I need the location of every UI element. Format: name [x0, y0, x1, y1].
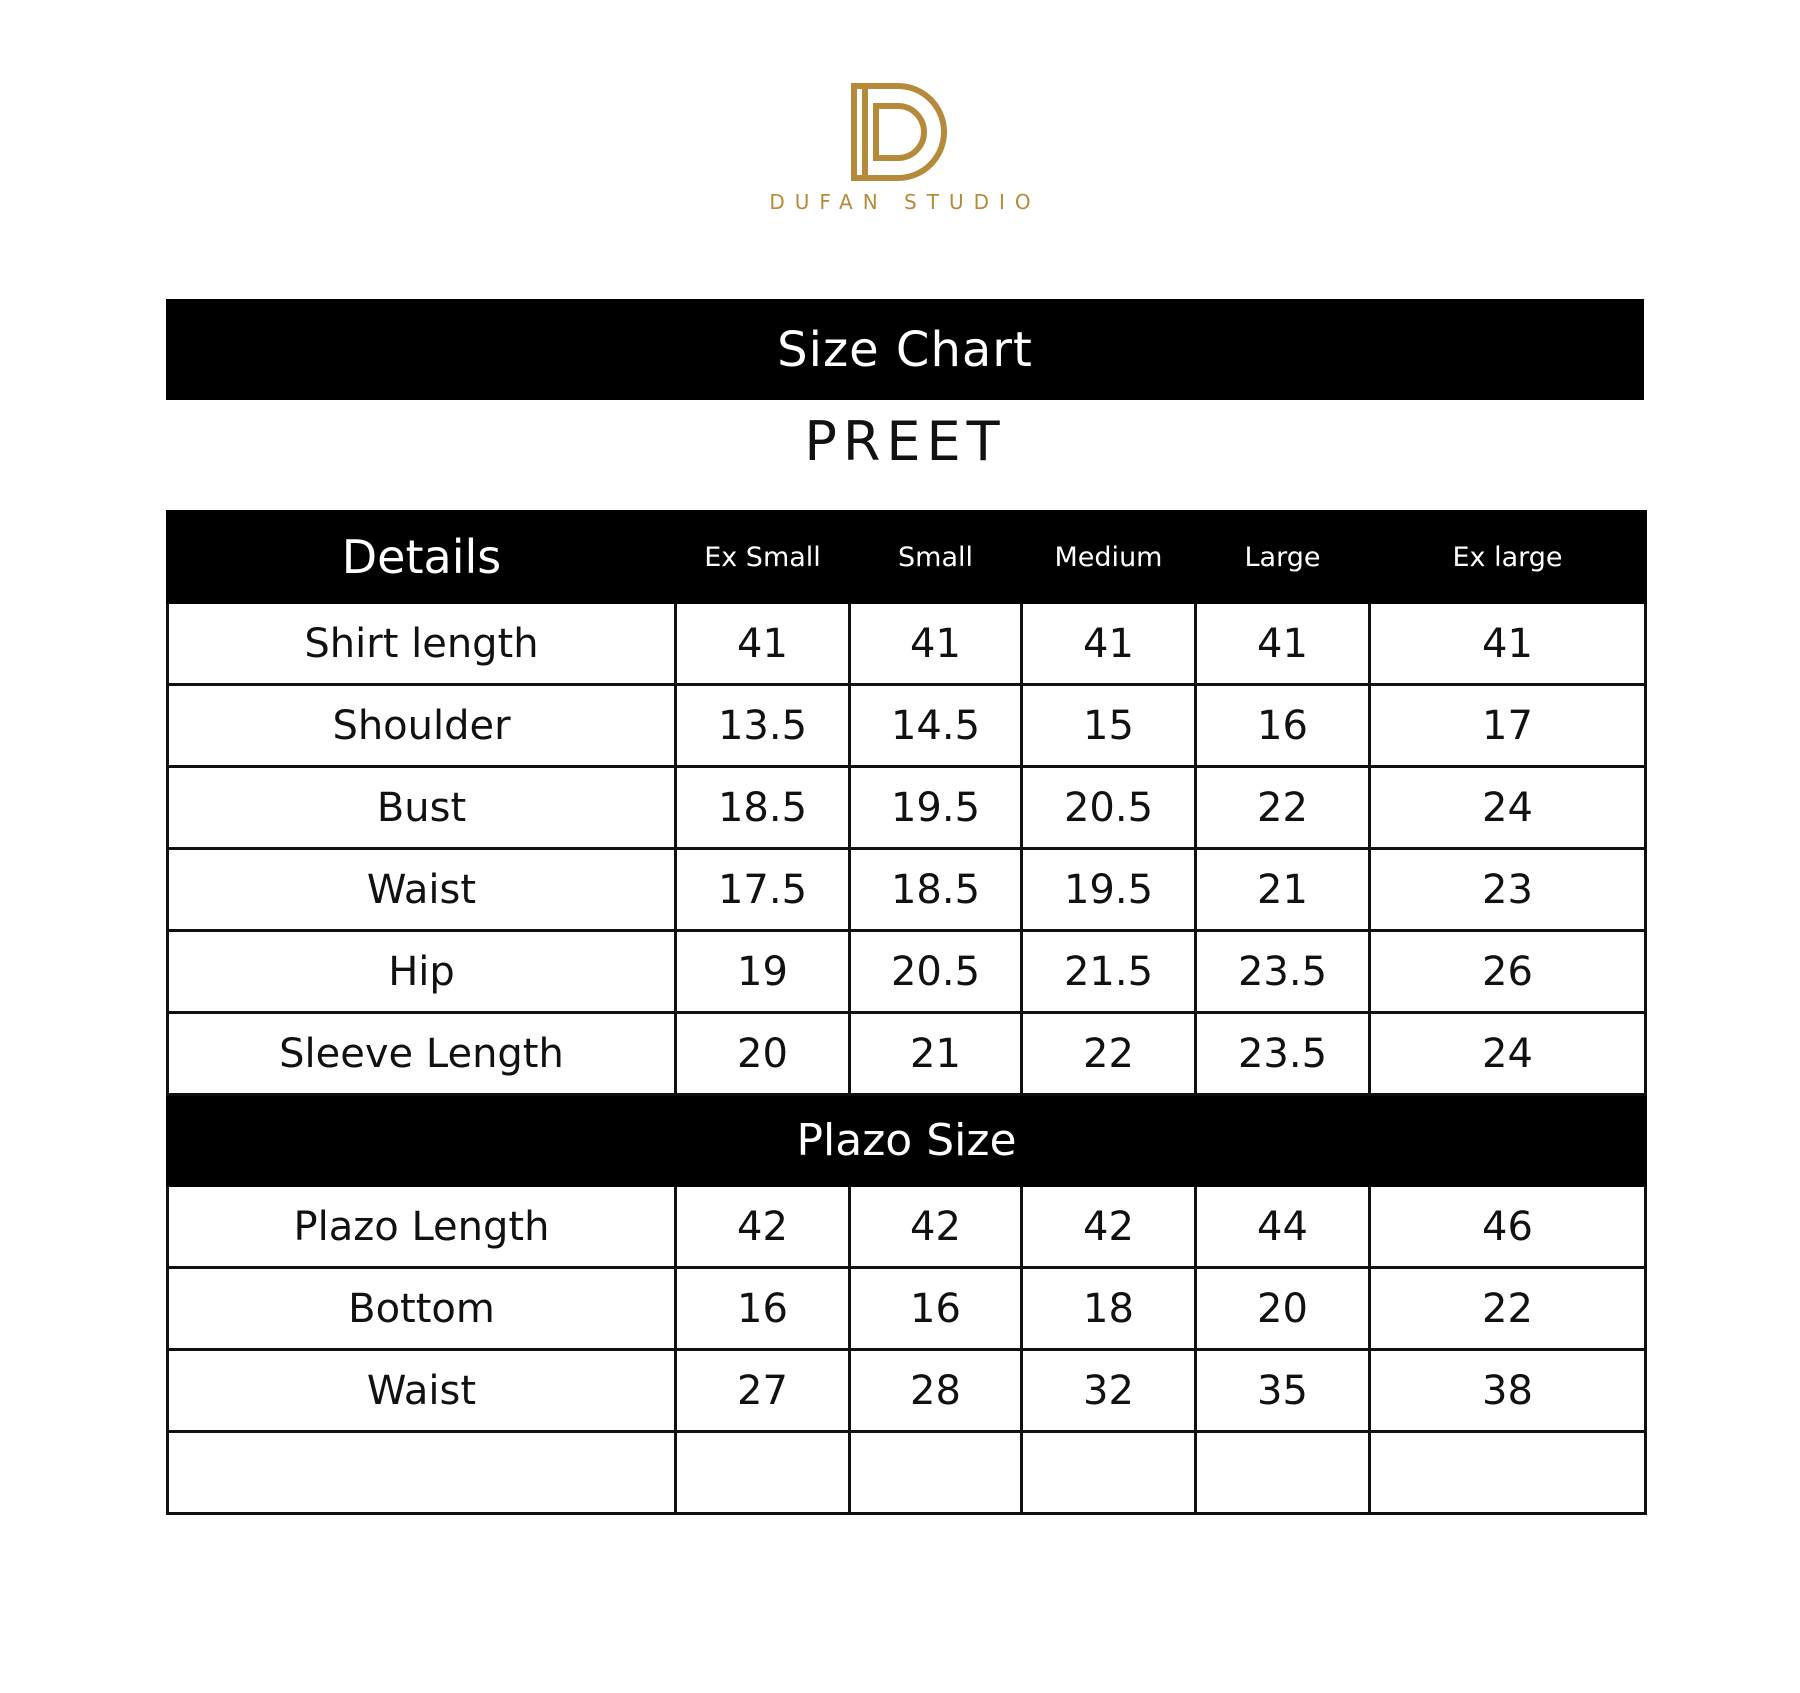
table-cell: 22	[1196, 767, 1370, 849]
table-row	[168, 685, 1646, 767]
row-label: Bust	[168, 767, 676, 849]
product-name: PREET	[804, 410, 1006, 473]
table-cell: 16	[850, 1268, 1022, 1350]
details-header: Details	[168, 512, 676, 603]
table-cell: 21	[850, 1013, 1022, 1095]
table-cell: 41	[850, 603, 1022, 685]
table-cell: 13.5	[676, 685, 850, 767]
table-header-row	[168, 512, 1646, 603]
table-cell: 46	[1370, 1186, 1646, 1268]
table-cell: 28	[850, 1350, 1022, 1432]
size-header-ex-small: Ex Small	[676, 512, 850, 603]
table-cell: 42	[676, 1186, 850, 1268]
table-cell: 26	[1370, 931, 1646, 1013]
table-cell	[1370, 1432, 1646, 1514]
table-cell: 20	[1196, 1268, 1370, 1350]
table-cell: 21	[1196, 849, 1370, 931]
plazo-section-title: Plazo Size	[168, 1095, 1646, 1186]
table-cell: 20.5	[850, 931, 1022, 1013]
table-row	[168, 1268, 1646, 1350]
table-row	[168, 1013, 1646, 1095]
table-cell: 41	[1022, 603, 1196, 685]
row-label: Shoulder	[168, 685, 676, 767]
table-cell: 23.5	[1196, 1013, 1370, 1095]
table-cell: 18.5	[850, 849, 1022, 931]
table-row	[168, 1186, 1646, 1268]
table-cell: 22	[1370, 1268, 1646, 1350]
table-cell: 27	[676, 1350, 850, 1432]
table-cell	[1022, 1432, 1196, 1514]
size-header-medium: Medium	[1022, 512, 1196, 603]
table-cell: 23.5	[1196, 931, 1370, 1013]
table-cell: 42	[850, 1186, 1022, 1268]
table-cell: 42	[1022, 1186, 1196, 1268]
size-chart-title-bar	[166, 299, 1644, 400]
table-cell: 41	[676, 603, 850, 685]
plazo-section-row	[168, 1095, 1646, 1186]
size-header-ex-large: Ex large	[1370, 512, 1646, 603]
table-row	[168, 849, 1646, 931]
row-label: Waist	[168, 849, 676, 931]
row-label: Bottom	[168, 1268, 676, 1350]
table-cell: 41	[1370, 603, 1646, 685]
size-header-small: Small	[850, 512, 1022, 603]
table-cell: 22	[1022, 1013, 1196, 1095]
table-cell: 19.5	[1022, 849, 1196, 931]
table-cell: 32	[1022, 1350, 1196, 1432]
table-cell: 18.5	[676, 767, 850, 849]
size-header-large: Large	[1196, 512, 1370, 603]
table-cell: 20.5	[1022, 767, 1196, 849]
table-cell: 24	[1370, 1013, 1646, 1095]
table-row	[168, 931, 1646, 1013]
size-table	[166, 510, 1647, 1515]
table-cell: 19	[676, 931, 850, 1013]
table-cell: 19.5	[850, 767, 1022, 849]
row-label: Plazo Length	[168, 1186, 676, 1268]
table-cell: 14.5	[850, 685, 1022, 767]
row-label: Waist	[168, 1350, 676, 1432]
table-cell: 18	[1022, 1268, 1196, 1350]
table-cell: 21.5	[1022, 931, 1196, 1013]
brand-logo	[0, 80, 1800, 214]
table-cell: 20	[676, 1013, 850, 1095]
table-cell: 35	[1196, 1350, 1370, 1432]
row-label: Sleeve Length	[168, 1013, 676, 1095]
dufan-studio-logo-icon	[848, 80, 952, 184]
table-cell	[676, 1432, 850, 1514]
row-label: Hip	[168, 931, 676, 1013]
table-cell	[850, 1432, 1022, 1514]
table-cell: 17	[1370, 685, 1646, 767]
table-row	[168, 1350, 1646, 1432]
table-cell: 44	[1196, 1186, 1370, 1268]
table-cell: 16	[676, 1268, 850, 1350]
table-cell: 24	[1370, 767, 1646, 849]
table-row	[168, 767, 1646, 849]
table-cell: 38	[1370, 1350, 1646, 1432]
empty-table-row	[168, 1432, 1646, 1514]
page-title: Size Chart	[777, 321, 1033, 378]
table-row	[168, 603, 1646, 685]
table-cell: 16	[1196, 685, 1370, 767]
table-cell: 15	[1022, 685, 1196, 767]
row-label	[168, 1432, 676, 1514]
table-cell	[1196, 1432, 1370, 1514]
row-label: Shirt length	[168, 603, 676, 685]
brand-name: DUFAN STUDIO	[769, 190, 1041, 214]
table-cell: 23	[1370, 849, 1646, 931]
table-cell: 17.5	[676, 849, 850, 931]
table-cell: 41	[1196, 603, 1370, 685]
